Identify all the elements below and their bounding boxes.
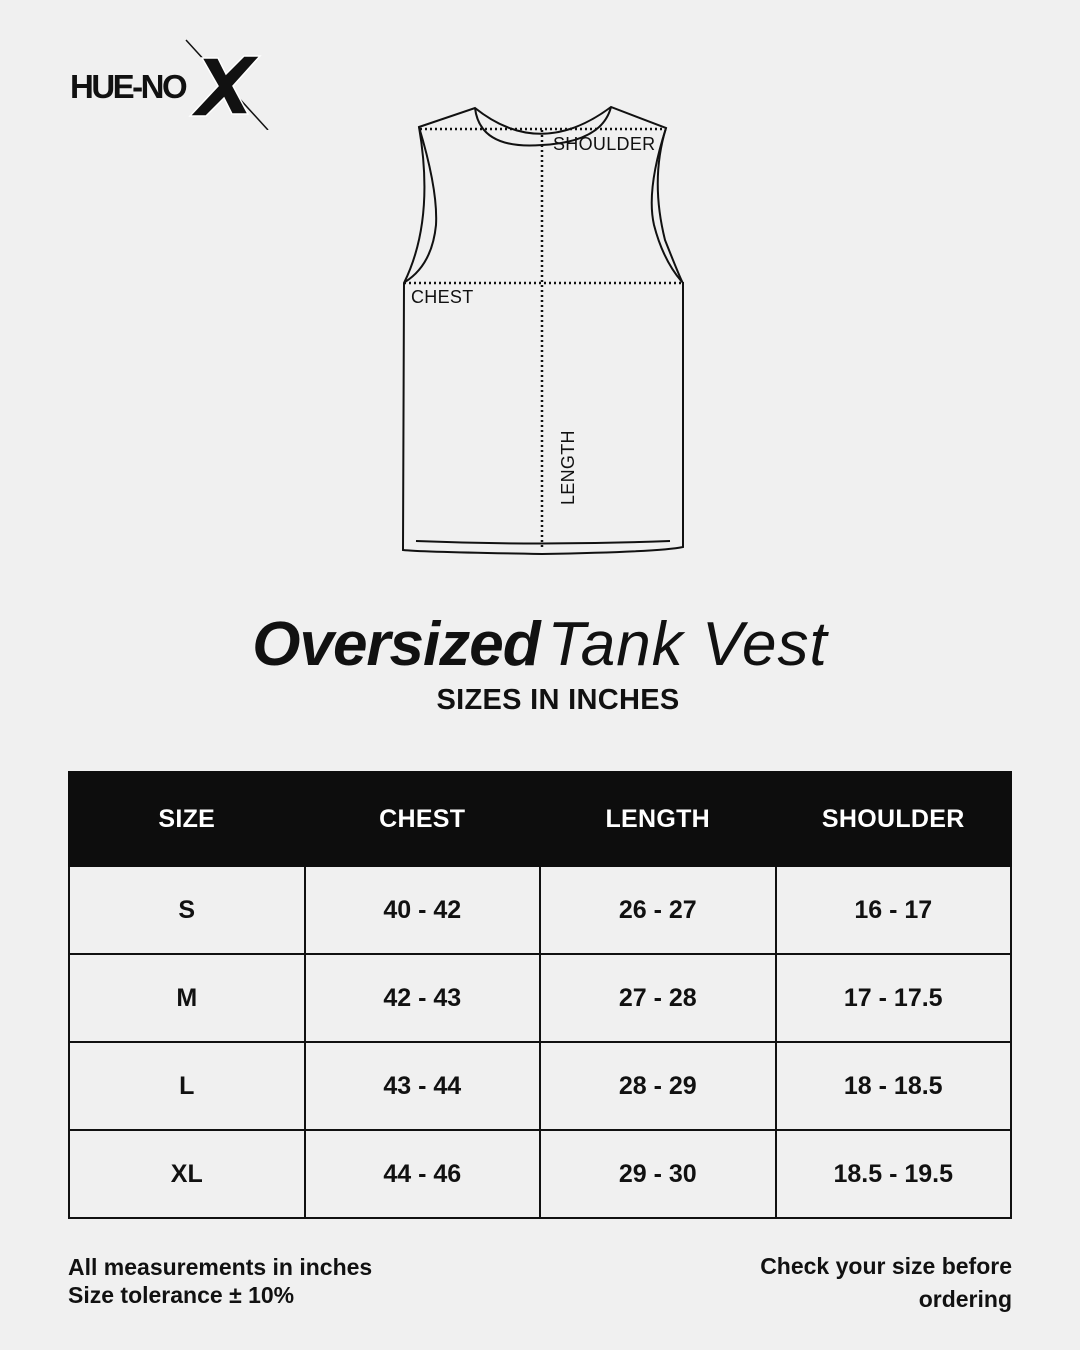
- length-label: LENGTH: [558, 430, 578, 505]
- length-cell: 28 - 29: [540, 1042, 776, 1130]
- measurement-note: [68, 1253, 372, 1309]
- length-cell: 27 - 28: [540, 954, 776, 1042]
- page-subtitle: SIZES IN INCHES: [436, 684, 680, 716]
- header-size: SIZE: [69, 772, 305, 866]
- chest-cell: 43 - 44: [305, 1042, 541, 1130]
- header-shoulder: SHOULDER: [776, 772, 1012, 866]
- chest-cell: 40 - 42: [305, 866, 541, 954]
- table-row: [69, 1130, 1011, 1218]
- table-row: [69, 1042, 1011, 1130]
- size-chart-table: [68, 771, 1012, 1219]
- chest-label: CHEST: [411, 287, 474, 307]
- size-cell: S: [69, 866, 305, 954]
- header-length: LENGTH: [540, 772, 776, 866]
- shoulder-label: SHOULDER: [553, 134, 656, 154]
- header-chest: CHEST: [305, 772, 541, 866]
- tank-vest-outline-icon: [380, 100, 710, 560]
- table-row: [69, 954, 1011, 1042]
- brand-logo: [68, 38, 273, 130]
- tank-vest-diagram: [380, 100, 710, 560]
- length-cell: 26 - 27: [540, 866, 776, 954]
- check-size-note: Check your size before ordering: [760, 1253, 1012, 1312]
- table-header-row: [69, 772, 1011, 866]
- table-row: [69, 866, 1011, 954]
- tolerance-note: Size tolerance ± 10%: [68, 1282, 295, 1308]
- title-bold: Oversized: [252, 610, 540, 679]
- shoulder-cell: 18.5 - 19.5: [776, 1130, 1012, 1218]
- size-cell: XL: [69, 1130, 305, 1218]
- measurement-unit-note: All measurements in inches: [68, 1254, 373, 1280]
- size-cell: L: [69, 1042, 305, 1130]
- length-cell: 29 - 30: [540, 1130, 776, 1218]
- chest-cell: 42 - 43: [305, 954, 541, 1042]
- logo-text: HUE-NO: [70, 68, 186, 105]
- shoulder-cell: 16 - 17: [776, 866, 1012, 954]
- chest-cell: 44 - 46: [305, 1130, 541, 1218]
- page-title: [0, 605, 1080, 685]
- size-cell: M: [69, 954, 305, 1042]
- shoulder-cell: 18 - 18.5: [776, 1042, 1012, 1130]
- shoulder-cell: 17 - 17.5: [776, 954, 1012, 1042]
- title-light: Tank Vest: [547, 610, 828, 679]
